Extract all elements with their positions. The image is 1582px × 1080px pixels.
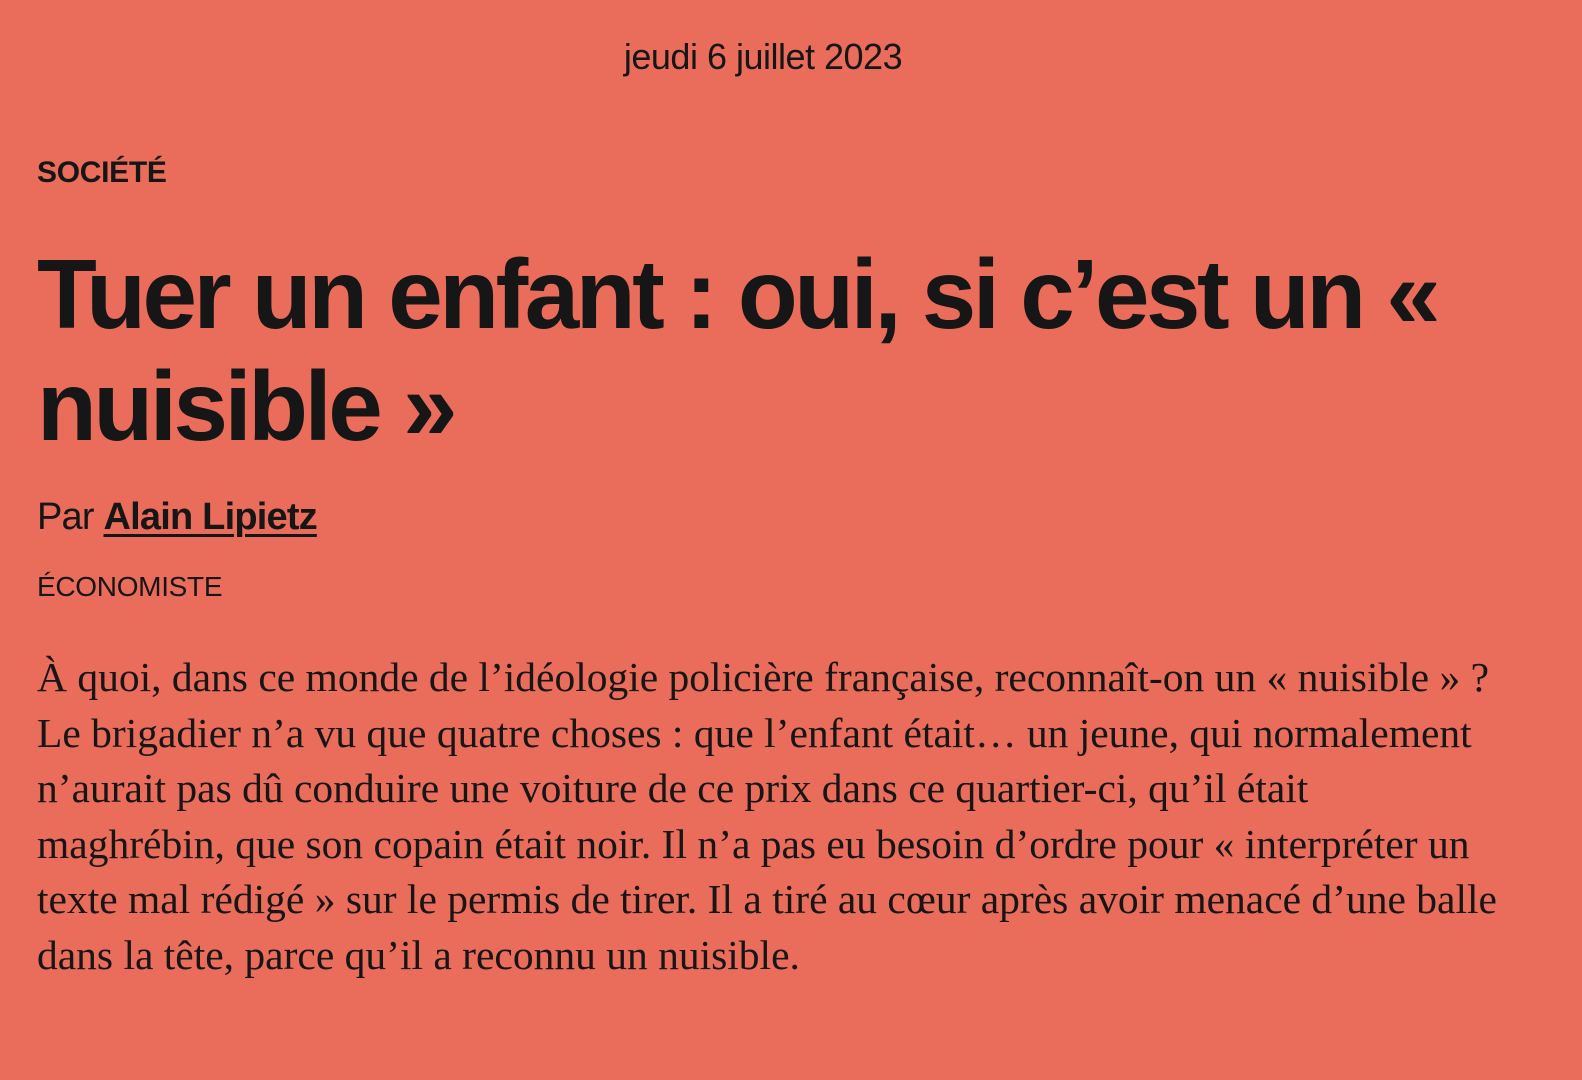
article-body-paragraph: À quoi, dans ce monde de l’idéologie policière française, reconnaît-on un « nuisible » ? Le brigadier n’a vu que quatre choses : que l’enfant était… un jeune, qui normalement n’aurait pas dû conduire une voiture de ce prix dans ce quartier-ci, qu’il était maghrébin, que son copain était noir. Il n’a pas eu besoin d’ordre pour « interpréter un texte mal rédigé » sur le permis de tirer. Il a tiré au cœur après avoir menacé d’une balle dans la tête, parce qu’il a reconnu un nuisible. <box>37 654 1497 978</box>
author-link[interactable]: Alain Lipietz <box>103 496 317 538</box>
article-title: Tuer un enfant : oui, si c’est un « nuisible » <box>37 239 1438 461</box>
byline <box>37 496 317 539</box>
byline-prefix: Par <box>37 496 94 538</box>
author-role: ÉCONOMISTE <box>37 571 223 602</box>
publication-date: jeudi 6 juillet 2023 <box>623 36 903 77</box>
article-rubric[interactable]: SOCIÉTÉ <box>37 156 167 189</box>
